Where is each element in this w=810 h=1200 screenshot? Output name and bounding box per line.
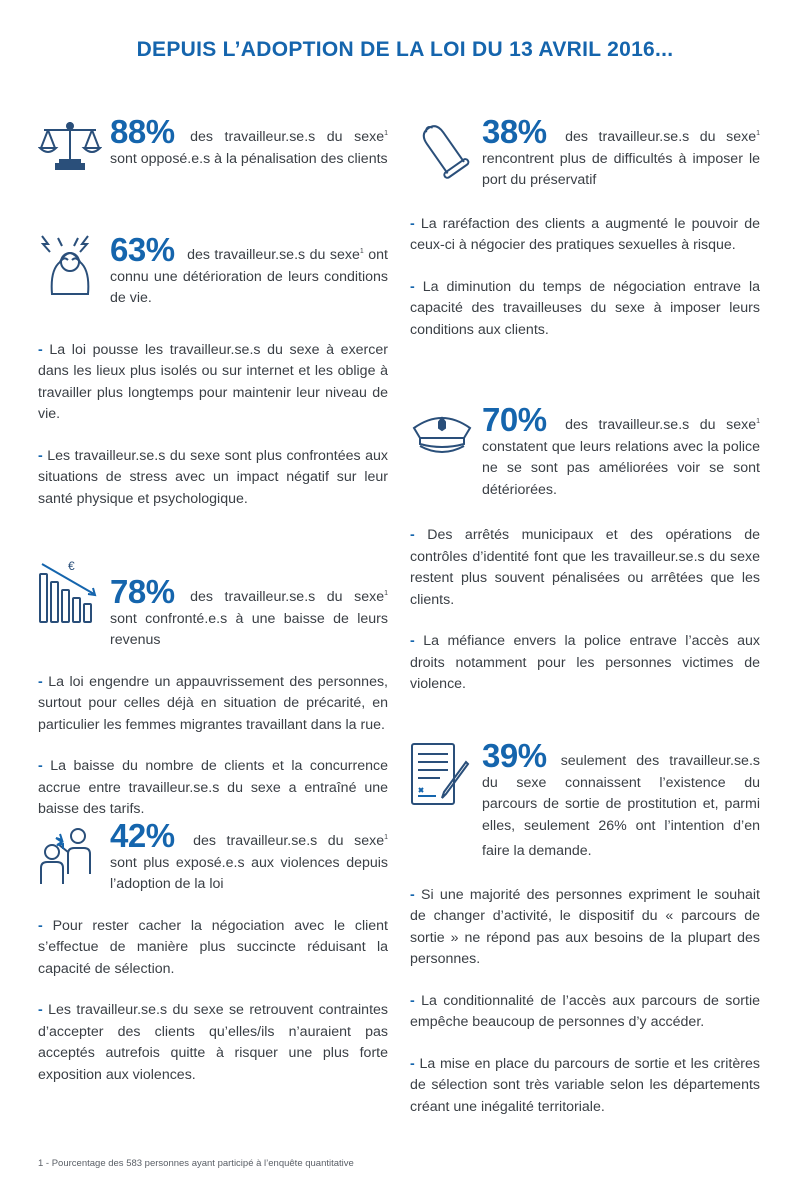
stat-text: des travailleur.se.s du sexe [190,129,385,145]
page-title: DEPUIS L’ADOPTION DE LA LOI DU 13 AVRIL 2016... [136,38,674,61]
footnote: 1 - Pourcentage des 583 personnes ayant participé à l’enquête quantitative [38,1158,354,1169]
bullet-text: La conditionnalité de l’accès aux parcours de sortie empêche beaucoup de personnes d’y accéder. [410,992,760,1030]
bullet-text: La mise en place du parcours de sortie et les critères de sélection sont très variable selon les départements créant une inégalité territoriale. [410,1055,760,1115]
bullet-dash: - [410,886,415,903]
footnote-ref: 1 [384,130,388,137]
bullet-dash: - [38,758,43,774]
stat-text-cont: constatent que leurs relations avec la police ne se sont pas améliorées voir se sont détériorées. [482,438,760,498]
stat-block-violence [38,817,388,1086]
stat-text: des travailleur.se.s du sexe [190,589,385,605]
bullet-text: Des arrêtés municipaux et des opérations de contrôles d’identité font que les travailleur.se.s du sexe restent plus souvent pénalisées ou arrêtées que les clients. [410,527,760,608]
bullet-item [410,631,760,696]
stat-percent: 70% [482,401,547,438]
stat-text-cont: sont plus exposé.e.s aux violences depuis l’adoption de la loi [110,854,388,892]
stat-headline [110,113,388,170]
bullet-text: La loi engendre un appauvrissement des personnes, surtout pour celles déjà en situation de précarité, en particulier les femmes migrantes travaillant dans la rue. [38,673,388,733]
bullet-dash: - [410,215,415,232]
bullet-text: La loi pousse les travailleur.se.s du sexe à exercer dans les lieux plus isolés ou sur internet et les oblige à travailler plus longtemps pour maintenir leur niveau de vie. [38,341,388,422]
bullet-dash: - [38,447,43,464]
bullet-item [38,1000,388,1086]
stat-text-cont: sont opposé.e.s à la pénalisation des clients [110,150,388,167]
stat-percent: 88% [110,113,175,150]
stat-block-police [410,401,760,696]
bullet-item [410,1054,760,1119]
bullet-text: La diminution du temps de négociation entrave la capacité des travailleuses du sexe à imposer leurs conditions aux clients. [410,278,760,338]
bullet-item [38,340,388,426]
stat-text: des travailleur.se.s du sexe [565,129,757,145]
footnote-ref: 1 [756,130,760,137]
bullet-dash: - [410,278,415,295]
bullet-text: Les travailleur.se.s du sexe sont plus confrontées aux situations de stress avec un impact négatif sur leur santé physique et psychologique. [38,447,388,507]
footnote-ref: 1 [384,590,388,597]
stat-text: seulement des travailleur.se.s du sexe connaissent l’existence du parcours de sortie de prostitution et, parmi elles, seulement 26% ont l’intention d’en faire la demande. [482,753,760,859]
euro-symbol: € [68,560,75,573]
violence-people-icon [38,820,102,884]
bullet-item [38,916,388,981]
bullet-text: La raréfaction des clients a augmenté le pouvoir de ceux-ci à négocier des pratiques sexuelles à risque. [410,215,760,253]
stat-headline [482,401,760,501]
stat-text-cont: sont confronté.e.s à une baisse de leurs revenus [110,610,388,648]
bullet-item [410,885,760,971]
stat-headline [110,560,388,652]
stat-percent: 63% [110,231,175,268]
bullet-dash: - [38,1002,43,1018]
bullet-dash: - [38,673,43,690]
stat-block-exit-program [410,737,760,1118]
stat-headline [110,817,388,896]
stat-text-cont: ont connu une détérioration de leurs conditions de vie. [110,247,388,306]
stat-text-cont: rencontrent plus de difficultés à imposer le port du préservatif [482,150,760,188]
bullet-dash: - [38,917,43,934]
footnote-ref: 1 [359,248,364,255]
bullet-text: Les travailleur.se.s du sexe se retrouvent contraintes d’accepter des clients qu’elles/ils n’auraient pas acceptés autrefois quitte à risquer une plus forte exposition aux violences. [38,1002,388,1083]
bullet-text: Si une majorité des personnes expriment le souhait de changer d’activité, le dispositif du « parcours de sortie » ne répond pas aux besoins de la plupart des personnes. [410,886,760,967]
stat-block-opposition [38,113,388,170]
bullet-dash: - [410,992,415,1009]
stat-percent: 42% [110,817,175,854]
stat-percent: 39% [482,737,547,774]
stat-headline [482,737,760,863]
bullet-item [410,991,760,1034]
scales-icon [38,116,102,180]
stat-text: des travailleur.se.s du sexe [565,417,757,433]
bullet-item [410,525,760,611]
stat-block-condom [410,113,760,341]
stressed-person-icon [38,234,102,298]
bullet-item [38,446,388,511]
bullet-item [410,277,760,342]
bullet-text: La méfiance envers la police entrave l’accès aux droits notamment pour les personnes victimes de violence. [410,633,760,692]
condom-icon [410,116,474,180]
bullet-dash: - [410,527,415,543]
stat-percent: 78% [110,573,175,610]
bullet-item [410,214,760,257]
police-cap-icon [410,404,474,468]
stat-headline [482,113,760,192]
bullet-text: La baisse du nombre de clients et la concurrence accrue entre travailleur.se.s du sexe a entraîné une baisse des tarifs. [38,758,388,817]
bullet-item [38,672,388,737]
bullet-text: Pour rester cacher la négociation avec le client s’effectue de manière plus succincte réduisant la capacité de sélection. [38,917,388,977]
stat-percent: 38% [482,113,547,150]
bullet-dash: - [410,1055,415,1072]
bullet-dash: - [38,341,43,358]
stat-text: des travailleur.se.s du sexe [193,833,385,849]
document-signature-icon [410,740,474,810]
stat-block-living-conditions [38,231,388,510]
bullet-dash: - [410,633,415,649]
footnote-ref: 1 [756,418,760,425]
footnote-ref: 1 [384,834,388,841]
stat-headline [110,231,388,310]
bullet-item [38,756,388,821]
declining-euro-chart-icon [38,560,102,624]
stat-block-income [38,560,388,821]
stat-text: des travailleur.se.s du sexe [187,247,360,263]
